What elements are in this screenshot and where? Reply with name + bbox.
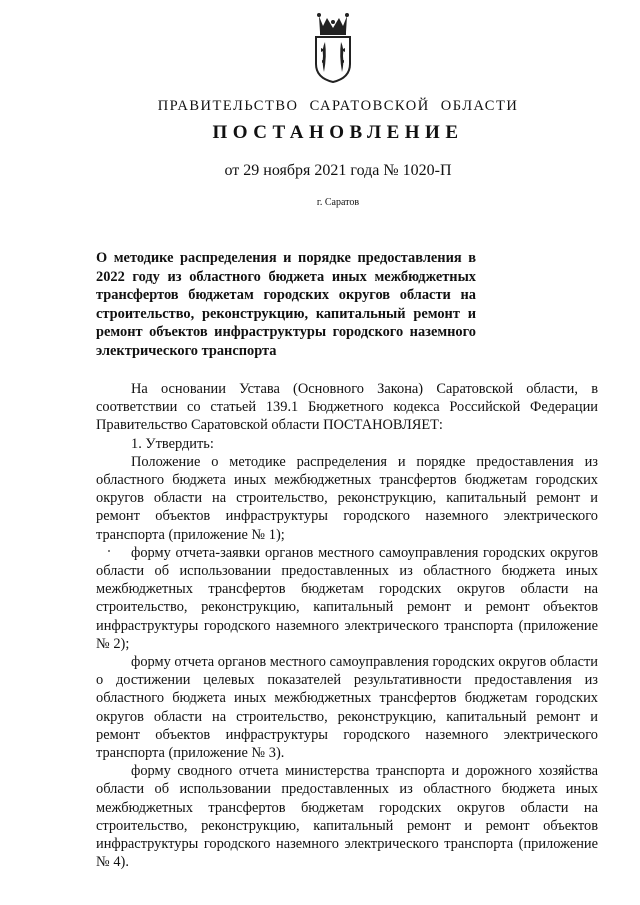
appendix-2-paragraph: форму отчета-заявки органов местного самоуправления городских округов области об использовании предоставленных из областного бюджета иных межбюджетных трансфертов бюджетам городских округов области на строительство, реконструкцию, капитальный ремонт и ремонт объектов инфраструктуры городского наземного электрического транспорта (приложение № 2); bbox=[96, 544, 598, 652]
appendix-3-paragraph: форму отчета органов местного самоуправления городских округов области о достижении целевых показателей результативности предоставления из областного бюджета иных межбюджетных трансфертов бюджетам городских округов области на строительство, реконструкцию, капитальный ремонт и ремонт объектов инфраструктуры городского наземного электрического транспорта (приложение № 3). bbox=[96, 654, 599, 762]
appendix-1-paragraph: Положение о методике распределения и порядке предоставления из областного бюджета иных межбюджетных трансфертов бюджетам городских округов области на строительство, реконструкцию, капитальный ремонт и ремонт объектов инфраструктуры городского наземного электрического транспорта (приложение № 1); bbox=[96, 453, 598, 543]
saratov-coat-of-arms-icon bbox=[311, 12, 355, 84]
preamble-paragraph: На основании Устава (Основного Закона) Саратовской области, в соответствии со статьей 139.1 Бюджетного кодекса Российской Федерации Правительство Саратовской области ПОСТАНОВЛЯЕТ: bbox=[96, 381, 598, 434]
document-city: г. Саратов bbox=[316, 197, 360, 208]
document-type: ПОСТАНОВЛЕНИЕ bbox=[212, 122, 464, 143]
document-date-number: от 29 ноября 2021 года № 1020-П bbox=[224, 162, 452, 179]
appendix-4-paragraph: форму сводного отчета министерства транспорта и дорожного хозяйства области об использовании предоставленных из областного бюджета иных межбюджетных трансфертов бюджетам городских округов области на строительство, реконструкцию, капитальный ремонт и ремонт объектов инфраструктуры городского наземного электрического транспорта (приложение № 4). bbox=[96, 763, 598, 871]
document-body bbox=[96, 380, 598, 871]
scan-speck bbox=[108, 550, 110, 552]
document-subject: О методике распределения и порядке предоставления в 2022 году из областного бюджета иных межбюджетных трансфертов бюджетам городских округов области на строительство, реконструкцию, капитальный ремонт и ремонт объектов инфраструктуры городского наземного электрического транспорта bbox=[96, 250, 476, 359]
item-1-paragraph: 1. Утвердить: bbox=[131, 435, 214, 452]
government-title: ПРАВИТЕЛЬСТВО САРАТОВСКОЙ ОБЛАСТИ bbox=[157, 98, 519, 114]
